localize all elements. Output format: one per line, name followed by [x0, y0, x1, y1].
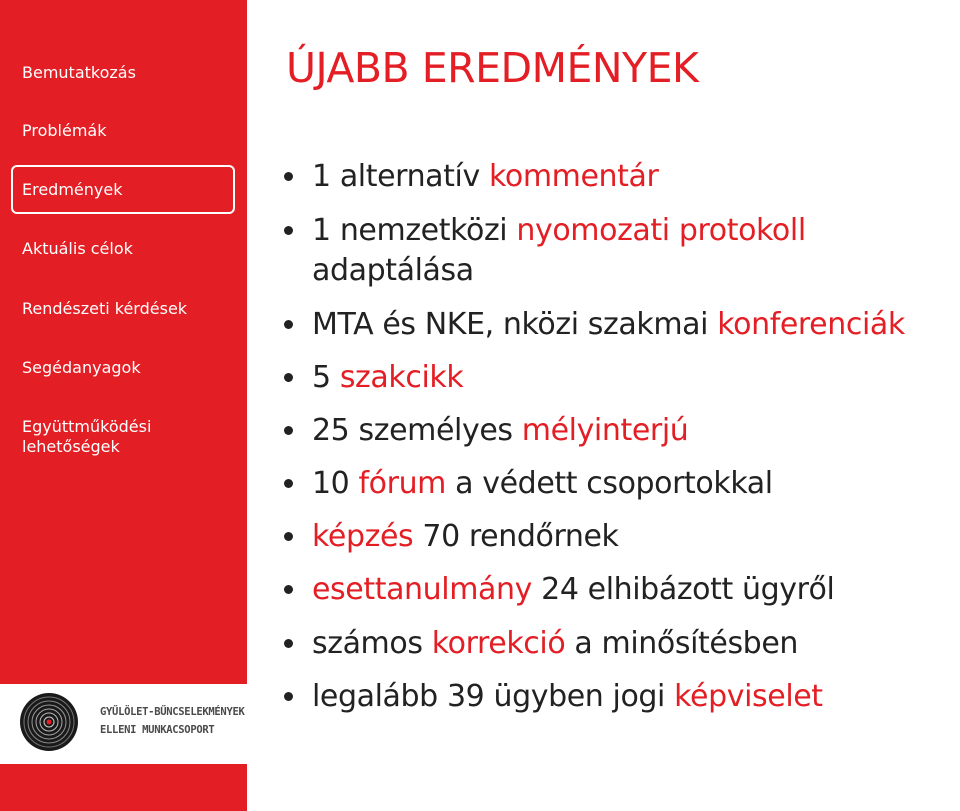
bullet-dot-icon — [284, 373, 293, 382]
nav-item-segedanyagok[interactable]: Segédanyagok — [22, 358, 141, 377]
highlighted-text: mélyinterjú — [521, 413, 689, 448]
plain-text: 70 rendőrnek — [413, 519, 619, 554]
nav-item-bemutatkozas[interactable]: Bemutatkozás — [22, 63, 136, 82]
logo-text-line1: GYŰLÖLET-BŰNCSELEKMÉNYEK — [100, 706, 245, 718]
bullet-dot-icon — [284, 226, 293, 235]
bullet-dot-icon — [284, 426, 293, 435]
nav-item-egyuttmukodesi-lehetosegek[interactable]: Együttműködési lehetőségek — [22, 417, 152, 456]
plain-text: 24 elhibázott ügyről — [532, 572, 835, 607]
list-item-text — [312, 573, 834, 607]
highlighted-text: fórum — [358, 466, 447, 501]
highlighted-text: szakcikk — [339, 360, 464, 395]
list-item-text — [312, 414, 688, 448]
highlighted-text: képzés — [312, 519, 414, 554]
highlighted-text: korrekció — [431, 626, 566, 661]
highlighted-text: konferenciák — [717, 307, 905, 342]
bullet-dot-icon — [284, 532, 293, 541]
bullet-dot-icon — [284, 692, 293, 701]
plain-text: számos — [312, 626, 432, 661]
plain-text: 5 — [312, 360, 340, 395]
bullet-dot-icon — [284, 172, 293, 181]
highlighted-text: kommentár — [488, 159, 659, 194]
bullet-dot-icon — [284, 479, 293, 488]
plain-text: legalább 39 ügyben jogi — [312, 679, 675, 714]
list-item-text — [312, 627, 798, 661]
highlighted-text: képviselet — [674, 679, 823, 714]
nav-item-rendeszeti-kerdesek[interactable]: Rendészeti kérdések — [22, 299, 188, 318]
highlighted-text: nyomozati protokoll — [516, 213, 806, 248]
list-item-text — [312, 160, 658, 194]
nav-item-eredmenyek[interactable]: Eredmények — [22, 180, 123, 199]
plain-text: 1 alternatív — [312, 159, 489, 194]
nav-item-problemak[interactable]: Problémák — [22, 121, 107, 140]
plain-text: MTA és NKE, nközi szakmai — [312, 307, 718, 342]
list-item-text — [312, 680, 823, 714]
plain-text: a minősítésben — [565, 626, 798, 661]
list-item-text — [312, 211, 806, 291]
bullet-dot-icon — [284, 585, 293, 594]
bullet-dot-icon — [284, 639, 293, 648]
target-rings-icon — [19, 692, 79, 752]
sidebar — [0, 0, 247, 811]
plain-text: 1 nemzetközi — [312, 213, 517, 248]
plain-text: adaptálása — [312, 253, 474, 288]
plain-text: 25 személyes — [312, 413, 522, 448]
bullet-dot-icon — [284, 320, 293, 329]
list-item-text — [312, 467, 773, 501]
list-item-text — [312, 308, 905, 342]
nav-item-aktualis-celok[interactable]: Aktuális célok — [22, 239, 133, 258]
plain-text: a védett csoportokkal — [446, 466, 773, 501]
page-title: ÚJABB EREDMÉNYEK — [286, 44, 699, 92]
plain-text: 10 — [312, 466, 359, 501]
list-item-text — [312, 520, 619, 554]
logo — [0, 684, 247, 764]
highlighted-text: esettanulmány — [312, 572, 532, 607]
list-item-text — [312, 361, 463, 395]
logo-text-line2: ELLENI MUNKACSOPORT — [100, 724, 215, 736]
